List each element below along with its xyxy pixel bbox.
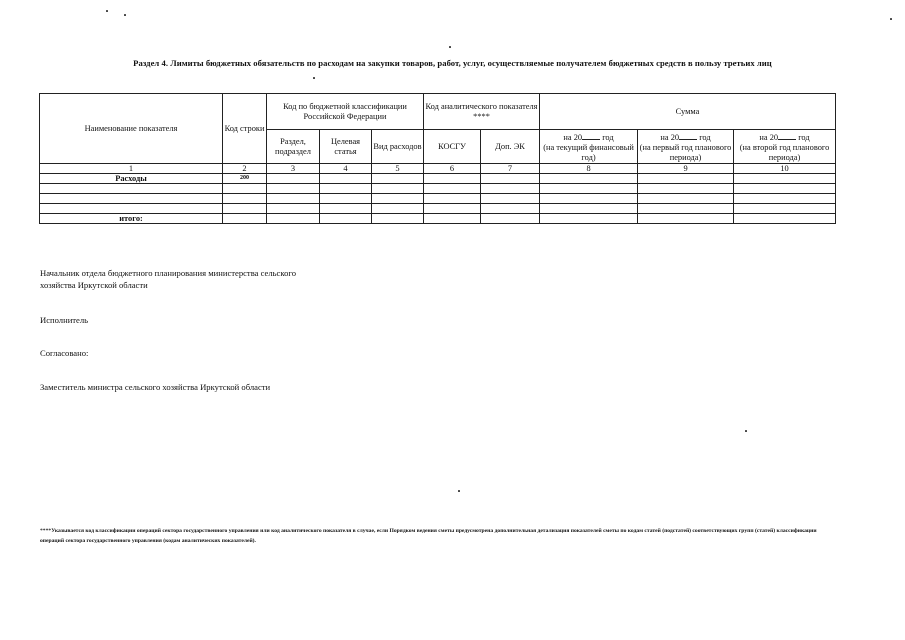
column-number: 3 [267,164,320,174]
row-name [40,184,223,194]
year-1-suffix: год [602,132,614,142]
year-3-suffix: год [798,132,810,142]
header-year-3 [734,130,836,164]
scan-speck [124,14,126,16]
header-dop-ek: Доп. ЭК [481,130,540,164]
footnote: ****Указывается код классификации операций сектора государственного управления или код аналитического показателя в случае, если Порядком ведения сметы предусмотрена дополнительная детализация показателей сметы по кодам статей (подстатей) соответствующих групп (статей) классификации операций сектора государственного управления (кодам аналитических показателей). [40,528,817,544]
year-1-prefix: на 20 [563,132,583,142]
head-signature [40,267,296,291]
total-label: итого: [40,214,223,224]
header-year-2 [638,130,734,164]
header-year-1 [540,130,638,164]
column-number: 8 [540,164,638,174]
column-number: 9 [638,164,734,174]
column-number: 2 [223,164,267,174]
column-number: 5 [372,164,424,174]
header-target: Целевая статья [320,130,372,164]
agreed-label: Согласовано: [40,348,89,358]
header-kosgu: КОСГУ [424,130,481,164]
scan-speck [106,10,108,12]
head-signature-line-1: Начальник отдела бюджетного планирования министерства сельского [40,268,296,278]
head-signature-line-2: хозяйства Иркутской области [40,280,148,290]
column-number: 1 [40,164,223,174]
row-code [223,204,267,214]
year-3-prefix: на 20 [759,132,779,142]
row-name [40,204,223,214]
header-vid: Вид расходов [372,130,424,164]
header-sum-group: Сумма [540,94,836,130]
row-code [223,184,267,194]
column-number: 10 [734,164,836,174]
table-row [40,204,836,214]
header-name: Наименование показателя [40,94,223,164]
header-razdel: Раздел, подраздел [267,130,320,164]
deputy-signature: Заместитель министра сельского хозяйства Иркутской области [40,382,271,392]
year-3-note: (на второй год планового периода) [739,142,830,162]
row-code [223,194,267,204]
row-name: Расходы [40,174,223,184]
row-name [40,194,223,204]
year-2-note: (на первый год планового периода) [639,142,732,162]
row-code: 200 [223,174,267,184]
table-row [40,194,836,204]
year-1-note: (на текущий финансовый год) [543,142,634,162]
header-bk-group: Код по бюджетной классификации Российской Федерации [267,94,424,130]
column-number: 4 [320,164,372,174]
year-2-prefix: на 20 [660,132,680,142]
scan-speck [890,18,892,20]
total-row [40,214,836,224]
table-row [40,184,836,194]
scan-speck [458,490,460,492]
executor-label: Исполнитель [40,315,89,325]
header-analytic-group: Код аналитического показателя **** [424,94,540,130]
section-title: Раздел 4. Лимиты бюджетных обязательств по расходам на закупки товаров, работ, услуг, осуществляемые получателем бюджетных средств в пользу третьих лиц [133,58,772,68]
scan-speck [313,77,315,79]
scan-speck [745,430,747,432]
header-code: Код строки [223,94,267,164]
scan-speck [449,46,451,48]
column-numbers-row [40,164,836,174]
column-number: 6 [424,164,481,174]
limits-table [39,93,836,224]
table-row [40,174,836,184]
column-number: 7 [481,164,540,174]
year-2-suffix: год [699,132,711,142]
